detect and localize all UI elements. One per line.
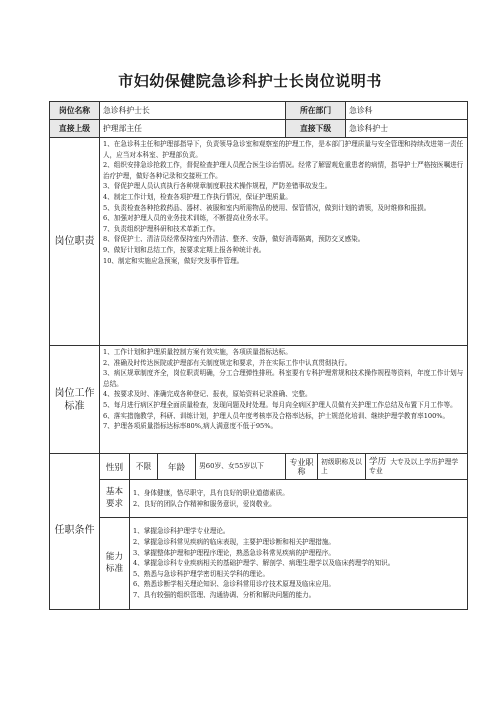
duty-item: 5、负责检查各种抢救药品、器材、被服和室内所需物品的使用、保管情况，做到计划的请领，及时维修和报损。 [103,203,431,212]
duties-label: 岗位职责 [50,138,100,346]
dept-value: 急诊科 [346,102,468,120]
ability-list [130,518,468,610]
subordinate-value: 急诊科护士 [346,120,468,138]
ability-item: 5、熟悉与急诊科护理学密切相关学科的理论。 [133,569,270,578]
row-superior [50,120,468,138]
row-ability [50,518,468,610]
ability-item: 3、掌握整体护理和护理程序理论，熟悉急诊科常见疾病的护理程序。 [133,548,336,557]
superior-value: 护理部主任 [100,120,286,138]
row-post-name [50,102,468,120]
basic-label: 基本要求 [100,480,130,518]
duty-item: 9、做好计划和总结工作，按要求定期上报各种统计表。 [103,245,266,254]
standards-list [100,346,468,454]
row-basic-requirements [50,480,468,518]
duty-item: 7、负责组织护理科研和技术革新工作。 [103,224,220,233]
standard-item: 4、按要求及时、准确完成各种登记、报表，原始资料记录准确、完整。 [103,390,312,399]
basic-list [130,480,468,518]
standard-item: 7、护理各项质量指标达标率80%,病人满意度不低于95%。 [103,422,278,431]
row-basic-conditions [50,454,468,480]
duty-item: 4、制定工作计划，检查各项护理工作执行情况，保证护理质量。 [103,192,292,201]
ability-item: 4、掌握急诊科专业疾病相关的基础护理学、解剖学、病理生理学以及临床药理学的知识。 [133,559,395,568]
basic-item: 1、身体健康，恪尽职守，具有良好的职业道德素质。 [133,488,289,497]
duty-item: 1、在急诊科主任和护理部指导下，负责领导急诊室和观察室的护理工作，是本部门护理质量与安全管理和持续改进第一责任人，应当对本科室、护理部负责。 [103,140,464,159]
standard-item: 2、准确及时传达医院或护理部有关制度规定和要求，并在实际工作中认真贯彻执行。 [103,358,352,367]
subordinate-label: 直接下级 [286,120,346,138]
ability-item: 2、掌握急诊科常见疾病的临床表现，主要护理诊断和相关护理措施。 [133,538,336,547]
edu-value: 大专及以上学历护理学专业 [369,457,459,475]
ability-label: 能力标准 [100,518,130,610]
edu-cell [366,454,468,480]
duty-item: 3、督促护理人员认真执行各种规章制度职技术操作规程，严防差错事故发生。 [103,182,332,191]
standard-item: 5、每月进行病区护理全面质量检查，发现问题及时处理。每月向全病区护理人员做有关护理工作总结及布置下月工作等。 [103,400,457,409]
ability-item: 7、具有较强的组织管理、沟通协调、分析和解决问题的能力。 [133,590,316,599]
conditions-label: 任职条件 [50,454,100,610]
standard-item: 6、落实措施教学，科研、训练计划，护理人员年度考核率及合格率达标，护士规范化培训、继续护理学教育率100%。 [103,411,450,420]
row-standards [50,346,468,454]
standard-item: 3、病区规章制度齐全，岗位职责明确，分工合理弹性排班。科室要有专科护理常规和技术操作规程等资料，年度工作计划与总结。 [103,369,464,388]
standard-item: 1、工作计划和护理质量控制方案有效实施，各项质量指标达标。 [103,348,292,356]
gender-label: 性别 [100,454,130,480]
superior-label: 直接上级 [50,120,100,138]
post-name-value: 急诊科护士长 [100,102,286,120]
ability-item: 6、熟悉诊断学相关理论知识、急诊科常用诊疗技术原理及临床应用。 [133,580,336,589]
title-label: 专业职称 [286,454,318,480]
job-description-table [49,101,468,610]
duty-item: 10、制定和实施应急预案，做好突发事件管理。 [103,256,244,265]
standards-label: 岗位工作标准 [50,346,100,454]
age-label: 年龄 [158,454,196,480]
document-title: 市妇幼保健院急诊科护士长岗位说明书 [118,72,382,90]
dept-label: 所在部门 [286,102,346,120]
age-value: 男60岁、女55岁以下 [196,454,286,480]
title-value: 初级职称及以上 [318,454,366,480]
gender-value: 不限 [130,454,158,480]
duty-item: 2、组织安排急诊抢救工作，督促检查护理人员配合医生诊治情况。经常了解留观危重患者的病情，指导护士严格按医嘱进行治疗护理，做好各种记录和交接班工作。 [103,161,464,180]
row-duties [50,138,468,346]
duties-list [100,138,468,346]
edu-label: 学历 [369,456,387,467]
duty-item: 6、加强对护理人员的业务技术训练，不断提高业务水平。 [103,214,273,223]
basic-item: 2、良好的团队合作精神和服务意识，爱岗敬业。 [133,499,276,508]
post-name-label: 岗位名称 [50,102,100,120]
ability-item: 1、掌握急诊科护理学专业理论。 [133,527,230,536]
duty-item: 8、督促护士、清洁员经常保持室内外清洁、整齐、安静，做好消毒隔离，预防交叉感染。 [103,235,365,244]
